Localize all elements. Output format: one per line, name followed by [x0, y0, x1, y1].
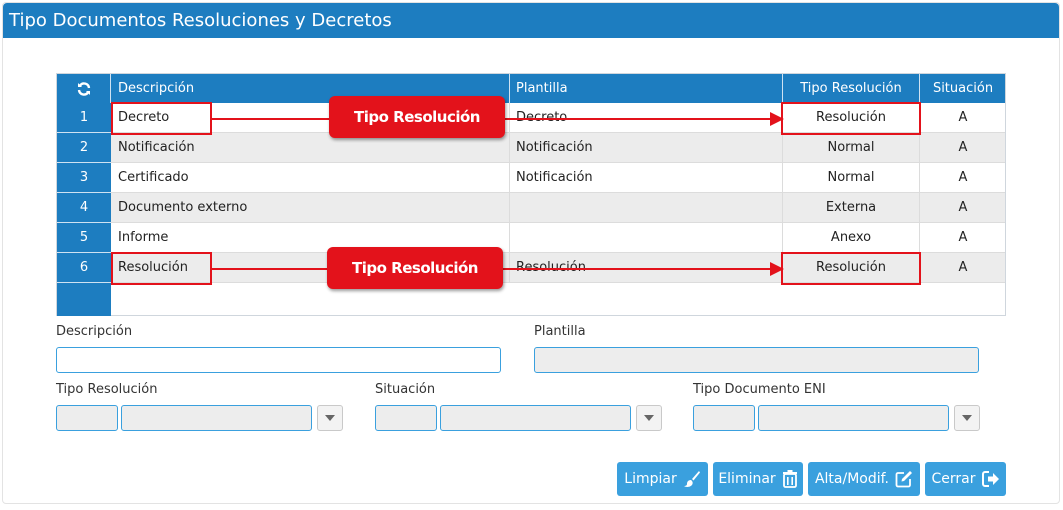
table-row[interactable] [57, 163, 1005, 193]
annotation-callout-2: Tipo Resolución [327, 247, 503, 289]
brush-icon [683, 470, 701, 488]
cell-tipo-resolucion: Anexo [783, 223, 920, 253]
situacion-code-input[interactable] [375, 405, 437, 431]
trash-icon [782, 470, 798, 488]
alta-modif-label: Alta/Modif. [814, 471, 890, 487]
cerrar-label: Cerrar [931, 471, 976, 487]
tipo-resolucion-code-input[interactable] [56, 405, 118, 431]
descripcion-label: Descripción [56, 324, 133, 339]
limpiar-label: Limpiar [624, 471, 677, 487]
highlight-box-tipo-1 [781, 102, 921, 135]
cell-tipo-resolucion: Resolución [783, 103, 920, 133]
situacion-dropdown-button[interactable] [636, 405, 662, 431]
cell-plantilla: Notificación [510, 163, 783, 193]
cell-situacion: A [958, 110, 968, 125]
table-row[interactable] [57, 223, 1005, 253]
cell-plantilla: Notificación [510, 133, 783, 163]
table-row[interactable] [57, 133, 1005, 163]
cell-tipo-resolucion: Resolución [783, 253, 920, 283]
eliminar-button[interactable] [713, 462, 803, 496]
limpiar-button[interactable] [617, 462, 708, 496]
tipo-documento-eni-desc-input[interactable] [758, 405, 949, 431]
annotation-callout-1: Tipo Resolución [329, 96, 505, 138]
situacion-desc-input[interactable] [440, 405, 631, 431]
col-header-situacion[interactable]: Situación [932, 81, 994, 96]
cell-descripcion: Resolución [112, 253, 510, 283]
tipo-documento-eni-dropdown-button[interactable] [954, 405, 980, 431]
row-number: 6 [57, 253, 111, 283]
cell-plantilla [510, 193, 783, 223]
chevron-down-icon [325, 415, 335, 421]
row-number: 3 [57, 163, 111, 193]
cell-tipo-resolucion: Normal [783, 133, 920, 163]
chevron-down-icon [962, 415, 972, 421]
tipo-resolucion-label: Tipo Resolución [56, 382, 158, 397]
plantilla-input[interactable] [534, 347, 979, 373]
refresh-icon [76, 81, 92, 97]
row-number: 4 [57, 193, 111, 223]
window-title: Tipo Documentos Resoluciones y Decretos [3, 3, 1059, 38]
cell-descripcion: Notificación [112, 133, 510, 163]
plantilla-label: Plantilla [534, 324, 586, 339]
table-row[interactable] [57, 193, 1005, 223]
cell-situacion: A [958, 230, 968, 245]
row-number: 5 [57, 223, 111, 253]
cell-plantilla [510, 223, 783, 253]
cell-descripcion: Decreto [112, 103, 510, 133]
cell-descripcion: Informe [112, 223, 510, 253]
highlight-box-descripcion-6 [111, 252, 212, 285]
row-number: 2 [57, 133, 111, 163]
tipo-resolucion-desc-input[interactable] [121, 405, 312, 431]
cerrar-button[interactable] [925, 462, 1006, 496]
refresh-button[interactable] [57, 74, 111, 103]
eliminar-label: Eliminar [718, 471, 776, 487]
highlight-box-descripcion-1 [111, 102, 212, 135]
row-number: 1 [57, 103, 111, 133]
col-header-descripcion[interactable]: Descripción [112, 74, 510, 103]
cell-descripcion: Documento externo [112, 193, 510, 223]
tipo-documento-eni-label: Tipo Documento ENI [693, 382, 826, 397]
col-header-plantilla[interactable]: Plantilla [510, 74, 783, 103]
chevron-down-icon [644, 415, 654, 421]
cell-situacion: A [958, 140, 968, 155]
cell-situacion: A [958, 260, 968, 275]
cell-tipo-resolucion: Normal [783, 163, 920, 193]
cell-situacion: A [958, 200, 968, 215]
exit-icon [982, 471, 1000, 487]
edit-icon [895, 470, 913, 488]
tipo-resolucion-dropdown-button[interactable] [317, 405, 343, 431]
highlight-box-tipo-6 [781, 252, 921, 285]
grid-header [57, 74, 1005, 103]
col-header-tipo-resolucion[interactable]: Tipo Resolución [783, 74, 920, 103]
tipo-documento-eni-code-input[interactable] [693, 405, 755, 431]
alta-modif-button[interactable] [808, 462, 920, 496]
cell-situacion: A [958, 170, 968, 185]
situacion-label: Situación [375, 382, 436, 397]
cell-descripcion: Certificado [112, 163, 510, 193]
cell-tipo-resolucion: Externa [783, 193, 920, 223]
empty-row-number [57, 283, 111, 316]
descripcion-input[interactable] [56, 347, 501, 373]
